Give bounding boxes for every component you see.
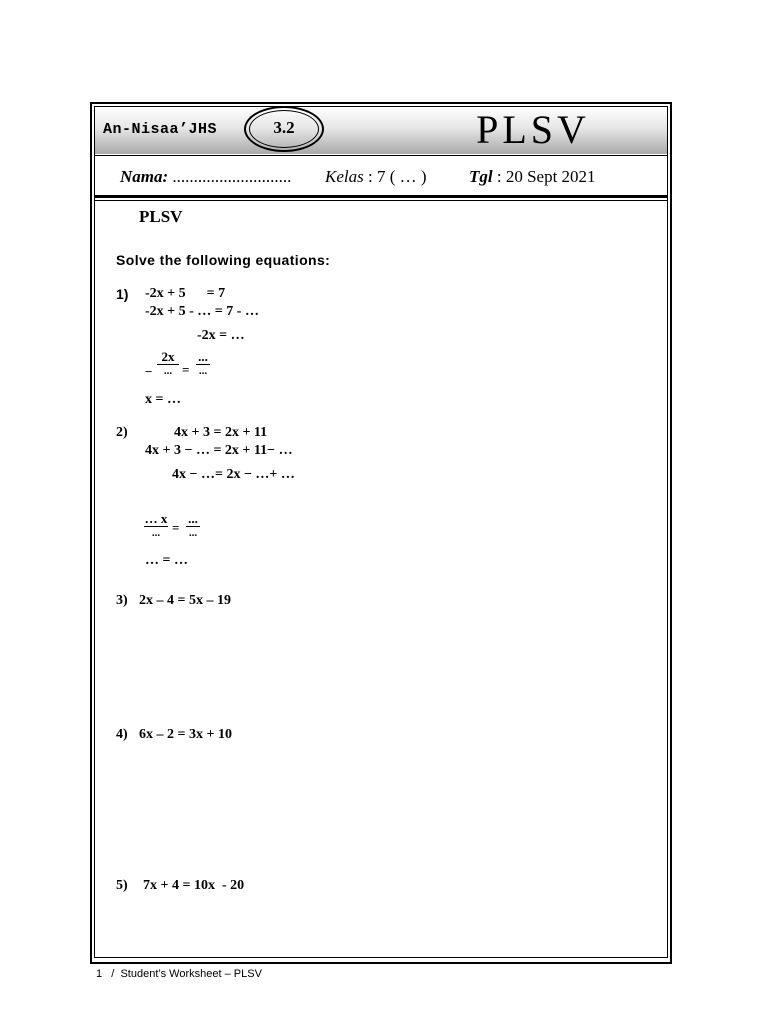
problem-2-answer: … = …	[145, 553, 188, 568]
info-divider-thin	[95, 200, 667, 201]
problem-1-left-numerator: 2x	[161, 349, 175, 364]
nama-label: Nama:	[120, 167, 169, 186]
problem-2-right-fraction	[186, 512, 200, 539]
problem-5-equation: 7x + 4 = 10x - 20	[143, 878, 245, 893]
problem-1-fraction-equals: =	[182, 362, 190, 377]
problem-2-line-2: 4x + 3 − … = 2x + 11− …	[145, 443, 293, 458]
problem-1-line-2: -2x + 5 - … = 7 - …	[145, 304, 259, 319]
kelas-label: Kelas	[325, 167, 364, 186]
section-title: PLSV	[139, 207, 183, 226]
problem-2-number: 2)	[116, 425, 128, 440]
nama-field	[120, 167, 291, 187]
problem-1-right-denominator: ...	[198, 365, 208, 377]
problem-1-minus: −	[145, 364, 153, 379]
problem-5-number: 5)	[116, 878, 128, 893]
instruction-text: Solve the following equations:	[116, 252, 331, 268]
problem-3-equation: 2x – 4 = 5x – 19	[139, 593, 231, 608]
problem-2-left-fraction	[144, 512, 168, 539]
kelas-value: : 7 ( … )	[367, 167, 427, 186]
page-footer: 1 / Student’s Worksheet – PLSV	[96, 968, 262, 980]
brand-title: PLSV	[476, 107, 590, 152]
problem-1-left-denominator: ...	[163, 365, 173, 377]
worksheet-code: 3.2	[273, 118, 295, 137]
tgl-label: Tgl	[469, 167, 493, 186]
problem-3-number: 3)	[116, 593, 128, 608]
problem-1-answer: x = …	[145, 392, 181, 407]
problem-2-fraction-equals: =	[172, 520, 180, 535]
tgl-value: : 20 Sept 2021	[496, 167, 596, 186]
problem-2-left-denominator: ...	[151, 527, 161, 539]
problem-2-line-1: 4x + 3 = 2x + 11	[174, 425, 268, 440]
problem-4-number: 4)	[116, 727, 128, 742]
problem-4-equation: 6x – 2 = 3x + 10	[139, 727, 232, 742]
worksheet-inner-border	[94, 106, 668, 958]
tgl-field	[469, 167, 596, 187]
problem-1-right-numerator: ...	[198, 349, 208, 364]
school-name: An-Nisaa’JHS	[103, 121, 218, 138]
kelas-field	[325, 167, 427, 187]
problem-1-left-fraction	[157, 350, 179, 377]
problem-2-right-denominator: ...	[188, 527, 198, 539]
problem-1-right-fraction	[196, 350, 210, 377]
nama-value: ............................	[172, 167, 292, 186]
info-divider-thick	[95, 195, 667, 198]
problem-1-number: 1)	[116, 286, 129, 302]
problem-2-line-3: 4x − …= 2x − …+ …	[172, 467, 295, 482]
problem-2-left-numerator: … x	[144, 511, 168, 526]
problem-1-line-3: -2x = …	[197, 328, 245, 343]
problem-2-right-numerator: ...	[188, 511, 198, 526]
header-divider	[95, 155, 667, 156]
problem-1-line-1: -2x + 5 = 7	[145, 286, 226, 301]
